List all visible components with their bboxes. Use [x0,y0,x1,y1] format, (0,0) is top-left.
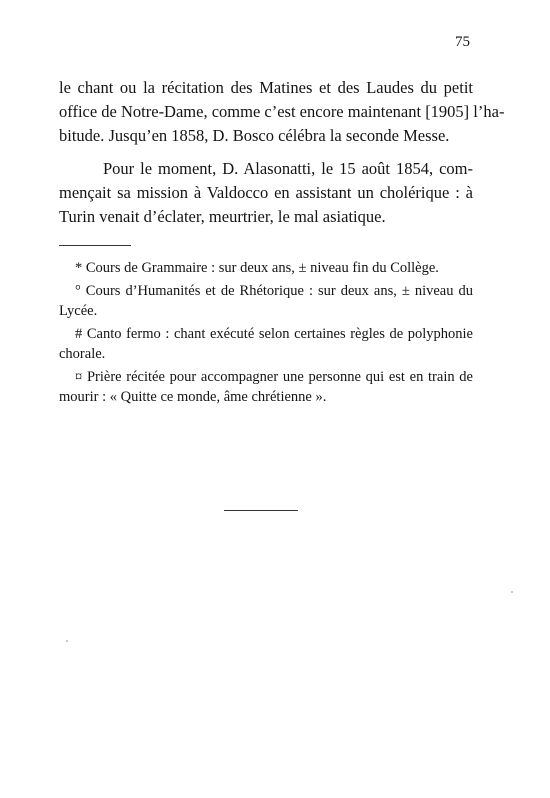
paragraph-2 [59,157,473,229]
text-line: office de Notre-Dame, comme c’est encore maintenant [1905] l’ha- [59,102,505,121]
footnote-canto-fermo [59,324,473,364]
footnote-separator [59,245,131,246]
end-separator [224,510,298,511]
footnote-priere [59,367,473,407]
footnote-line: mourir : « Quitte ce monde, âme chrétienne ». [59,389,327,405]
footnote-humanites [59,281,473,321]
footnote-line: * Cours de Grammaire : sur deux ans, ± niveau fin du Collège. [75,260,439,276]
text-line: bitude. Jusqu’en 1858, D. Bosco célébra la seconde Messe. [59,126,450,145]
footnote-grammaire [59,258,473,278]
text-line: Turin venait d’éclater, meurtrier, le mal asiatique. [59,207,386,226]
footnote-line: chorale. [59,346,106,362]
footnote-line: Lycée. [59,303,98,319]
text-line: Pour le moment, D. Alasonatti, le 15 août 1854, com- [103,159,473,178]
scan-speck [66,640,68,642]
scan-speck [511,591,513,593]
footnote-line: ¤ Prière récitée pour accompagner une personne qui est en train de [75,369,473,385]
footnotes [59,258,473,410]
text-line: mençait sa mission à Valdocco en assistant un cholérique : à [59,183,473,202]
footnote-line: ° Cours d’Humanités et de Rhétorique : sur deux ans, ± niveau du [75,283,473,299]
text-line: le chant ou la récitation des Matines et des Laudes du petit [59,78,473,97]
paragraph-1 [59,76,505,148]
footnote-line: # Canto fermo : chant exécuté selon certaines règles de polyphonie [75,326,473,342]
page-number: 75 [455,34,470,50]
